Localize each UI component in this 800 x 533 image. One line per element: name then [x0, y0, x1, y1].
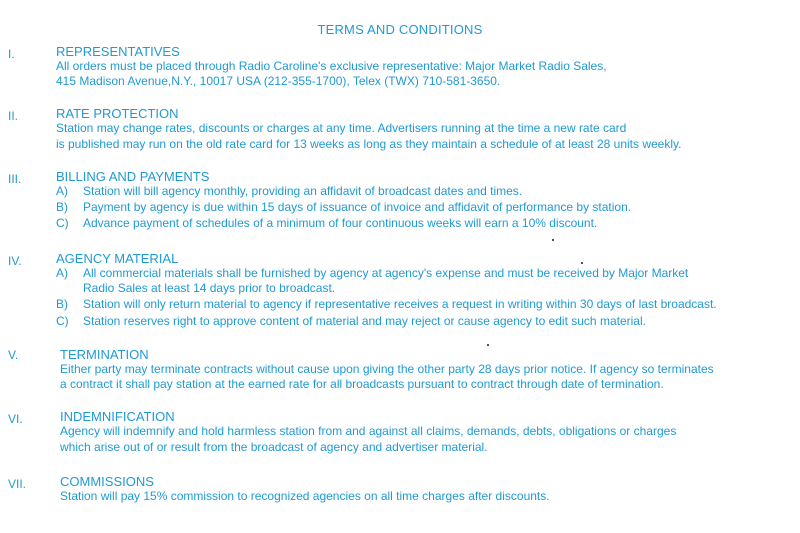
list-item-letter: C)	[56, 314, 69, 328]
list-item-letter: A)	[56, 184, 68, 198]
section-numeral: I.	[8, 47, 15, 61]
list-item-letter: C)	[56, 216, 69, 230]
section-heading: COMMISSIONS	[60, 474, 154, 489]
section-text-line: 415 Madison Avenue,N.Y., 10017 USA (212-355-1700), Telex (TWX) 710-581-3650.	[56, 74, 501, 88]
list-item-letter: A)	[56, 266, 68, 280]
list-item-text: Station will bill agency monthly, providing an affidavit of broadcast dates and times.	[83, 184, 523, 198]
section-text-line: is published may run on the old rate card for 13 weeks as long as they maintain a schedule of at least 28 units weekly.	[56, 137, 682, 151]
section-text-line: a contract it shall pay station at the earned rate for all broadcasts pursuant to contract through date of termination.	[60, 377, 664, 391]
section-text-line: Station may change rates, discounts or charges at any time. Advertisers running at the time a new rate card	[56, 121, 627, 135]
print-speck	[581, 262, 583, 264]
section-text-line: which arise out of or result from the broadcast of agency and advertiser material.	[60, 440, 488, 454]
section-text-line: All orders must be placed through Radio Caroline's exclusive representative: Major Market Radio Sales,	[56, 59, 607, 73]
section-numeral: IV.	[8, 254, 22, 268]
section-numeral: III.	[8, 172, 22, 186]
section-heading: RATE PROTECTION	[56, 106, 179, 121]
list-item-text: Station reserves right to approve content of material and may reject or cause agency to edit such material.	[83, 314, 646, 328]
section-numeral: V.	[8, 348, 19, 362]
list-item-text: Radio Sales at least 14 days prior to broadcast.	[83, 281, 336, 295]
print-speck	[487, 344, 489, 346]
section-heading: BILLING AND PAYMENTS	[56, 169, 210, 184]
list-item-text: Payment by agency is due within 15 days of issuance of invoice and affidavit of performance by station.	[83, 200, 632, 214]
list-item-text: All commercial materials shall be furnished by agency at agency's expense and must be received by Major Market	[83, 266, 689, 280]
section-heading: AGENCY MATERIAL	[56, 251, 179, 266]
page-title: TERMS AND CONDITIONS	[317, 22, 483, 37]
print-speck	[552, 239, 554, 241]
section-heading: REPRESENTATIVES	[56, 44, 180, 59]
list-item-letter: B)	[56, 200, 68, 214]
section-numeral: VI.	[8, 412, 23, 426]
section-text-line: Either party may terminate contracts without cause upon giving the other party 28 days prior notice. If agency so terminates	[60, 362, 714, 376]
section-heading: INDEMNIFICATION	[60, 409, 175, 424]
section-text-line: Agency will indemnify and hold harmless station from and against all claims, demands, debts, obligations or charges	[60, 424, 677, 438]
list-item-text: Station will only return material to agency if representative receives a request in writing within 30 days of last broadcast.	[83, 297, 717, 311]
list-item-text: Advance payment of schedules of a minimum of four continuous weeks will earn a 10% discount.	[83, 216, 598, 230]
section-text-line: Station will pay 15% commission to recognized agencies on all time charges after discounts.	[60, 489, 550, 503]
section-numeral: VII.	[8, 477, 27, 491]
section-numeral: II.	[8, 109, 19, 123]
list-item-letter: B)	[56, 297, 68, 311]
section-heading: TERMINATION	[60, 347, 149, 362]
